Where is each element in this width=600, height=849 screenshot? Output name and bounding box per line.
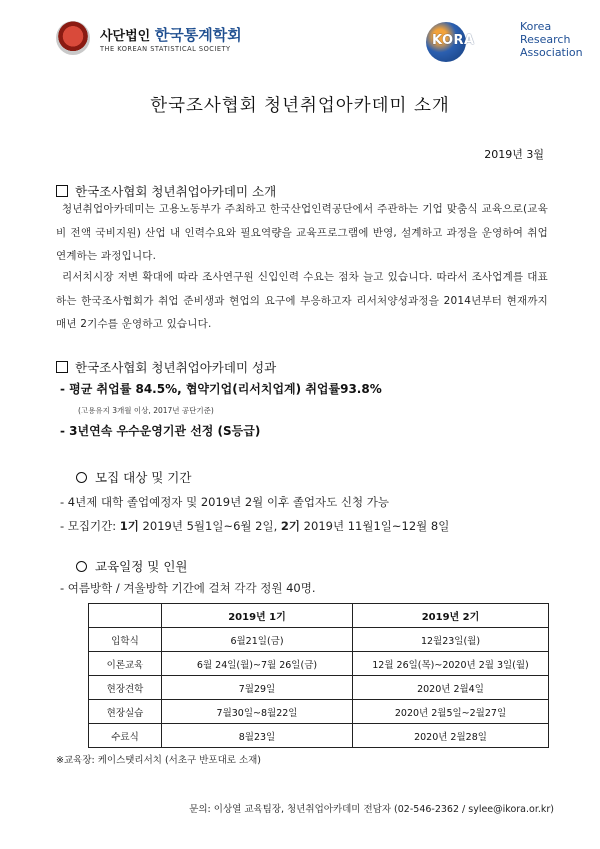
contact-footer: 문의: 이상열 교육팀장, 청년취업아카데미 전담자 (02-546-2362 / sylee@ikora.or.kr) bbox=[189, 804, 554, 815]
recruit-period bbox=[60, 518, 449, 534]
row-label: 입학식 bbox=[89, 628, 162, 652]
excellent-institution-line: - 3년연속 우수운영기관 선정 (S등급) bbox=[60, 424, 261, 438]
cohort-2-period: 2019년 11월1일~12월 8일 bbox=[300, 519, 450, 533]
column-header-cohort-1: 2019년 1기 bbox=[162, 604, 353, 628]
row-label: 현장실습 bbox=[89, 700, 162, 724]
table-row bbox=[89, 676, 549, 700]
intro-paragraph-2: 리서치시장 저변 확대에 따라 조사연구원 신입인력 수요는 점차 늘고 있습니다. 따라서 조사업계를 대표하는 한국조사협회가 취업 준비생과 현업의 요구에 부응하고자 리서처양성과정을 2014년부터 현재까지 매년 2기수를 운영하고 있습니다. bbox=[56, 271, 548, 330]
cohort-2-label: 2기 bbox=[280, 519, 301, 533]
venue-note: ※교육장: 케이스탯리서치 (서초구 반포대로 소재) bbox=[56, 755, 262, 766]
society-korean-name: 한국통계학회 bbox=[154, 26, 242, 44]
cohort-1-cell: 8월23일 bbox=[162, 724, 353, 748]
cohort-2-cell: 2020년 2월28일 bbox=[353, 724, 549, 748]
document-date: 2019년 3월 bbox=[484, 148, 544, 161]
schedule-capacity-line: - 여름방학 / 겨울방학 기간에 걸쳐 각각 정원 40명. bbox=[60, 581, 316, 595]
cohort-1-period: 2019년 5월1일~6월 2일, bbox=[138, 519, 281, 533]
employment-rate-line: - 평균 취업률 84.5%, 협약기업(리서치업계) 취업률93.8% bbox=[60, 382, 382, 396]
table-row bbox=[89, 628, 549, 652]
cohort-2-cell: 2020년 2월5일~2월27일 bbox=[353, 700, 549, 724]
korean-statistical-society-logo bbox=[50, 18, 250, 64]
cohort-1-cell: 6월 24일(월)~7월 26일(금) bbox=[162, 652, 353, 676]
table-header-row bbox=[89, 604, 549, 628]
schedule-table bbox=[88, 603, 549, 748]
table-row bbox=[89, 724, 549, 748]
society-prefix: 사단법인 bbox=[100, 29, 151, 44]
section-intro-heading-text: 한국조사협회 청년취업아카데미 소개 bbox=[75, 184, 277, 199]
row-label: 이론교육 bbox=[89, 652, 162, 676]
recruit-eligibility: - 4년제 대학 졸업예정자 및 2019년 2월 이후 졸업자도 신청 가능 bbox=[60, 495, 390, 509]
cohort-2-cell: 2020년 2월4일 bbox=[353, 676, 549, 700]
schedule-heading-text: 교육일정 및 인원 bbox=[95, 559, 188, 574]
circle-bullet-icon bbox=[76, 472, 87, 483]
table-row bbox=[89, 652, 549, 676]
kora-words bbox=[520, 20, 583, 59]
checkbox-square-icon bbox=[56, 185, 68, 197]
schedule-heading bbox=[76, 557, 187, 575]
intro-paragraph-1: 청년취업아카데미는 고용노동부가 주최하고 한국산업인력공단에서 주관하는 기업 맞춤식 교육으로(교육비 전액 국비지원) 산업 내 인력수요와 필요역량을 교육프로그램에 반영, 설계하고 과정을 운영하여 취업 연계하는 과정입니다. bbox=[56, 203, 548, 262]
table-row bbox=[89, 700, 549, 724]
kora-mark: KORA bbox=[432, 33, 475, 48]
cohort-2-cell: 12월23일(월) bbox=[353, 628, 549, 652]
row-label: 현장견학 bbox=[89, 676, 162, 700]
section-results-heading-text: 한국조사협회 청년취업아카데미 성과 bbox=[75, 360, 277, 375]
page-title: 한국조사협회 청년취업아카데미 소개 bbox=[150, 96, 450, 116]
checkbox-square-icon bbox=[56, 361, 68, 373]
employment-rate-note: (고용유지 3개월 이상, 2017년 공단기준) bbox=[78, 406, 214, 415]
recruit-heading-text: 모집 대상 및 기간 bbox=[95, 470, 192, 485]
kora-word-association: Association bbox=[520, 46, 583, 59]
society-english-name: THE KOREAN STATISTICAL SOCIETY bbox=[100, 45, 231, 53]
cohort-1-cell: 7월29일 bbox=[162, 676, 353, 700]
row-label: 수료식 bbox=[89, 724, 162, 748]
circle-bullet-icon bbox=[76, 561, 87, 572]
recruit-heading bbox=[76, 468, 191, 486]
society-name bbox=[100, 24, 242, 45]
table-corner-cell bbox=[89, 604, 162, 628]
cohort-1-cell: 6월21일(금) bbox=[162, 628, 353, 652]
kora-word-research: Research bbox=[520, 33, 571, 46]
cohort-1-cell: 7월30일~8월22일 bbox=[162, 700, 353, 724]
section-results-heading bbox=[56, 358, 276, 376]
cohort-1-label: 1기 bbox=[119, 519, 139, 533]
society-seal-icon bbox=[56, 21, 90, 55]
kora-word-korea: Korea bbox=[520, 20, 552, 33]
recruit-period-label: - 모집기간: bbox=[60, 519, 120, 533]
cohort-2-cell: 12월 26일(목)~2020년 2월 3일(월) bbox=[353, 652, 549, 676]
kora-logo bbox=[424, 20, 583, 66]
column-header-cohort-2: 2019년 2기 bbox=[353, 604, 549, 628]
